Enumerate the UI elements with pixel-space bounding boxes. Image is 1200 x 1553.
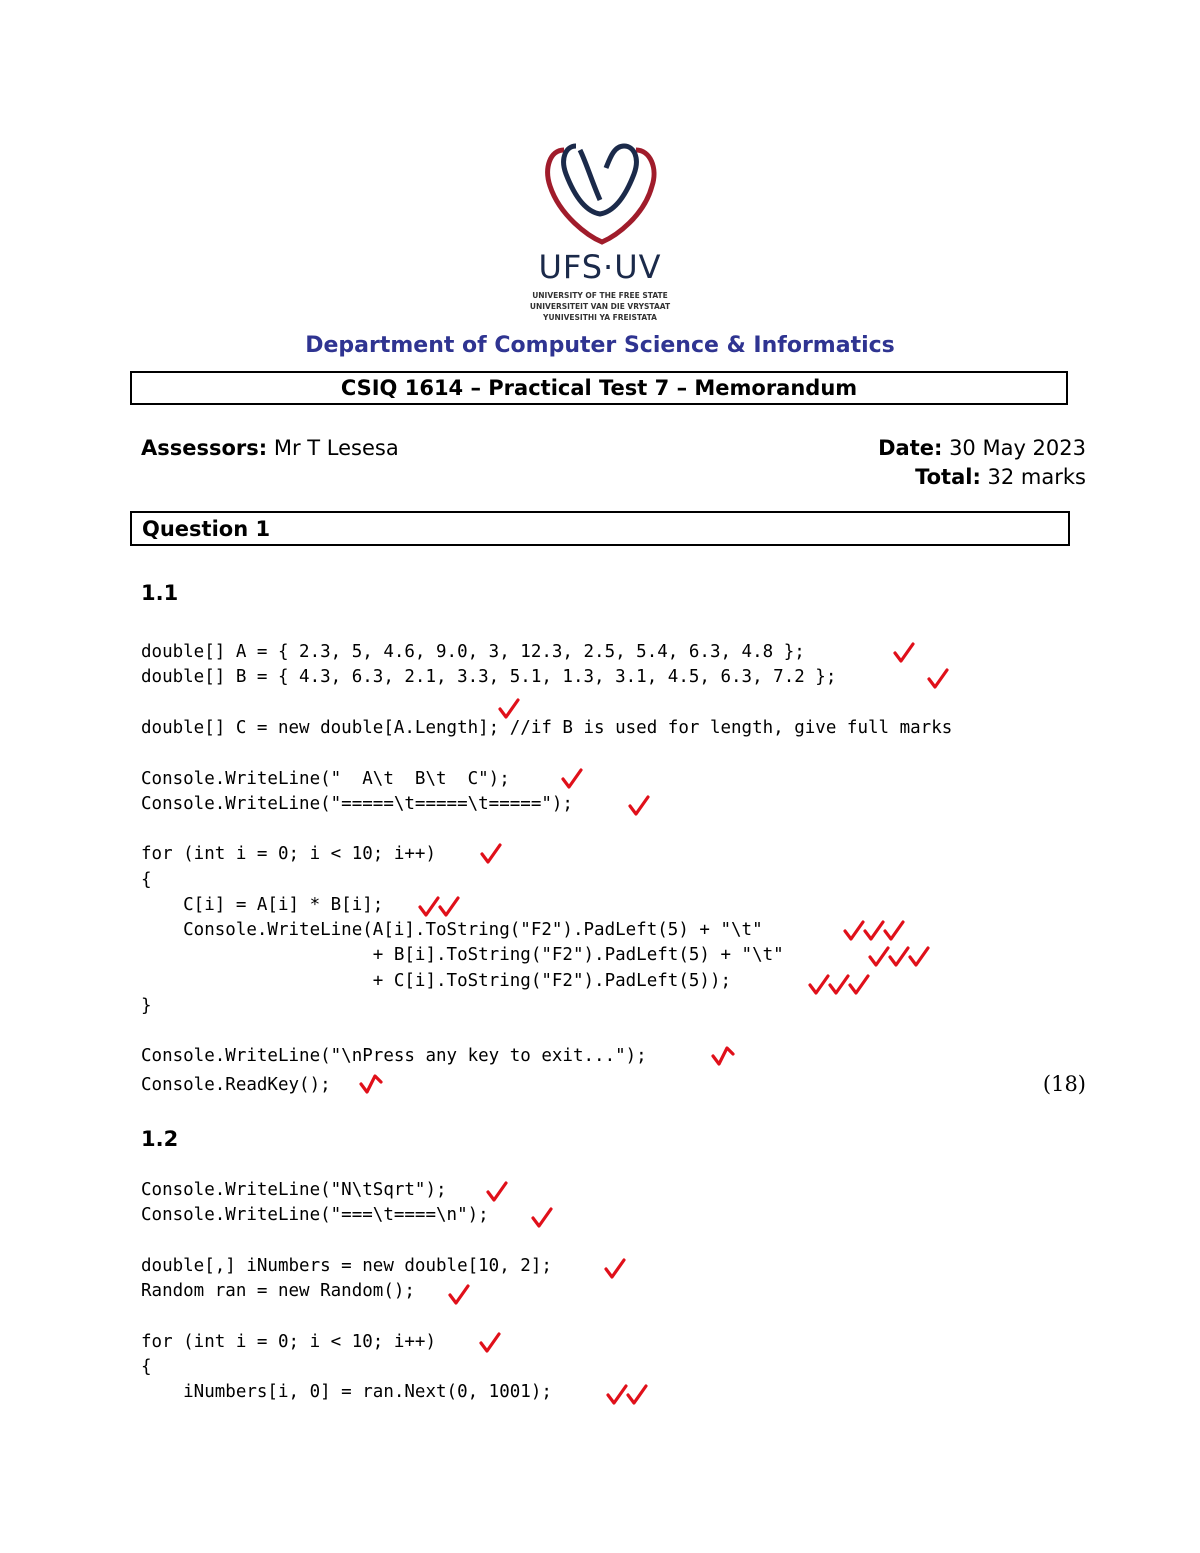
code-line: Console.WriteLine(" A\t B\t C"); — [141, 769, 510, 789]
check-mark-icon — [606, 1383, 650, 1407]
assessors-value: Mr T Lesesa — [267, 436, 399, 460]
code-line: Console.WriteLine("=====\t=====\t====="); — [141, 794, 573, 814]
code-line: Console.WriteLine("N\tSqrt"); — [141, 1180, 447, 1200]
section-number: 1.2 — [141, 1127, 179, 1151]
check-mark-icon — [530, 1206, 554, 1230]
question-heading: Question 1 — [130, 511, 1070, 546]
logo-emblem-icon — [548, 146, 654, 242]
section-number: 1.1 — [141, 581, 179, 605]
total-value: 32 marks — [980, 465, 1086, 489]
section-marks: (18) — [1042, 1072, 1086, 1096]
code-line: + C[i].ToString("F2").PadLeft(5)); — [141, 971, 732, 991]
logo-line-3: YUNIVESITHI YA FREISTATA — [543, 313, 657, 322]
total — [915, 465, 1086, 489]
check-mark-icon — [479, 842, 503, 866]
check-mark-icon — [603, 1257, 627, 1281]
check-mark-icon — [560, 767, 584, 791]
code-line: double[] A = { 2.3, 5, 4.6, 9.0, 3, 12.3, 2.5, 5.4, 6.3, 4.8 }; — [141, 642, 805, 662]
half-check-mark-icon — [358, 1072, 386, 1096]
code-line: Random ran = new Random(); — [141, 1281, 415, 1301]
logo-wordmark: UFS·UV — [538, 248, 662, 286]
code-line: } — [141, 996, 152, 1016]
check-mark-icon — [808, 973, 872, 997]
code-line: Console.WriteLine("===\t====\n"); — [141, 1205, 489, 1225]
ufs-logo — [520, 138, 680, 328]
check-mark-icon — [478, 1331, 502, 1355]
check-mark-icon — [447, 1283, 471, 1307]
code-line: Console.ReadKey(); — [141, 1075, 331, 1095]
code-line: Console.WriteLine(A[i].ToString("F2").PadLeft(5) + "\t" — [141, 920, 763, 940]
date-label: Date: — [878, 436, 943, 460]
check-mark-icon — [627, 794, 651, 818]
assessors-label: Assessors: — [141, 436, 268, 460]
code-line: for (int i = 0; i < 10; i++) — [141, 1332, 437, 1352]
code-line: + B[i].ToString("F2").PadLeft(5) + "\t" — [141, 945, 784, 965]
logo-line-2: UNIVERSITEIT VAN DIE VRYSTAAT — [529, 302, 671, 311]
code-line: double[] C = new double[A.Length]; //if B is used for length, give full marks — [141, 718, 953, 738]
code-line: { — [141, 870, 152, 890]
code-line: iNumbers[i, 0] = ran.Next(0, 1001); — [141, 1382, 552, 1402]
logo-line-1: UNIVERSITY OF THE FREE STATE — [532, 291, 668, 300]
code-line: Console.WriteLine("\nPress any key to exit..."); — [141, 1046, 647, 1066]
assessors — [141, 436, 399, 460]
total-label: Total: — [915, 465, 981, 489]
date — [878, 436, 1086, 460]
code-line: { — [141, 1357, 152, 1377]
code-line: C[i] = A[i] * B[i]; — [141, 895, 384, 915]
date-value: 30 May 2023 — [942, 436, 1086, 460]
check-mark-icon — [497, 697, 521, 721]
check-mark-icon — [926, 667, 950, 691]
check-mark-icon — [485, 1180, 509, 1204]
code-line: double[] B = { 4.3, 6.3, 2.1, 3.3, 5.1, 1.3, 3.1, 4.5, 6.3, 7.2 }; — [141, 667, 837, 687]
check-mark-icon — [892, 641, 916, 665]
check-mark-icon — [868, 945, 932, 969]
check-mark-icon — [843, 919, 907, 943]
half-check-mark-icon — [710, 1044, 738, 1068]
department-heading: Department of Computer Science & Informatics — [305, 333, 895, 358]
page-title: CSIQ 1614 – Practical Test 7 – Memorandum — [130, 371, 1068, 405]
code-line: for (int i = 0; i < 10; i++) — [141, 844, 437, 864]
code-line: double[,] iNumbers = new double[10, 2]; — [141, 1256, 552, 1276]
check-mark-icon — [418, 895, 462, 919]
